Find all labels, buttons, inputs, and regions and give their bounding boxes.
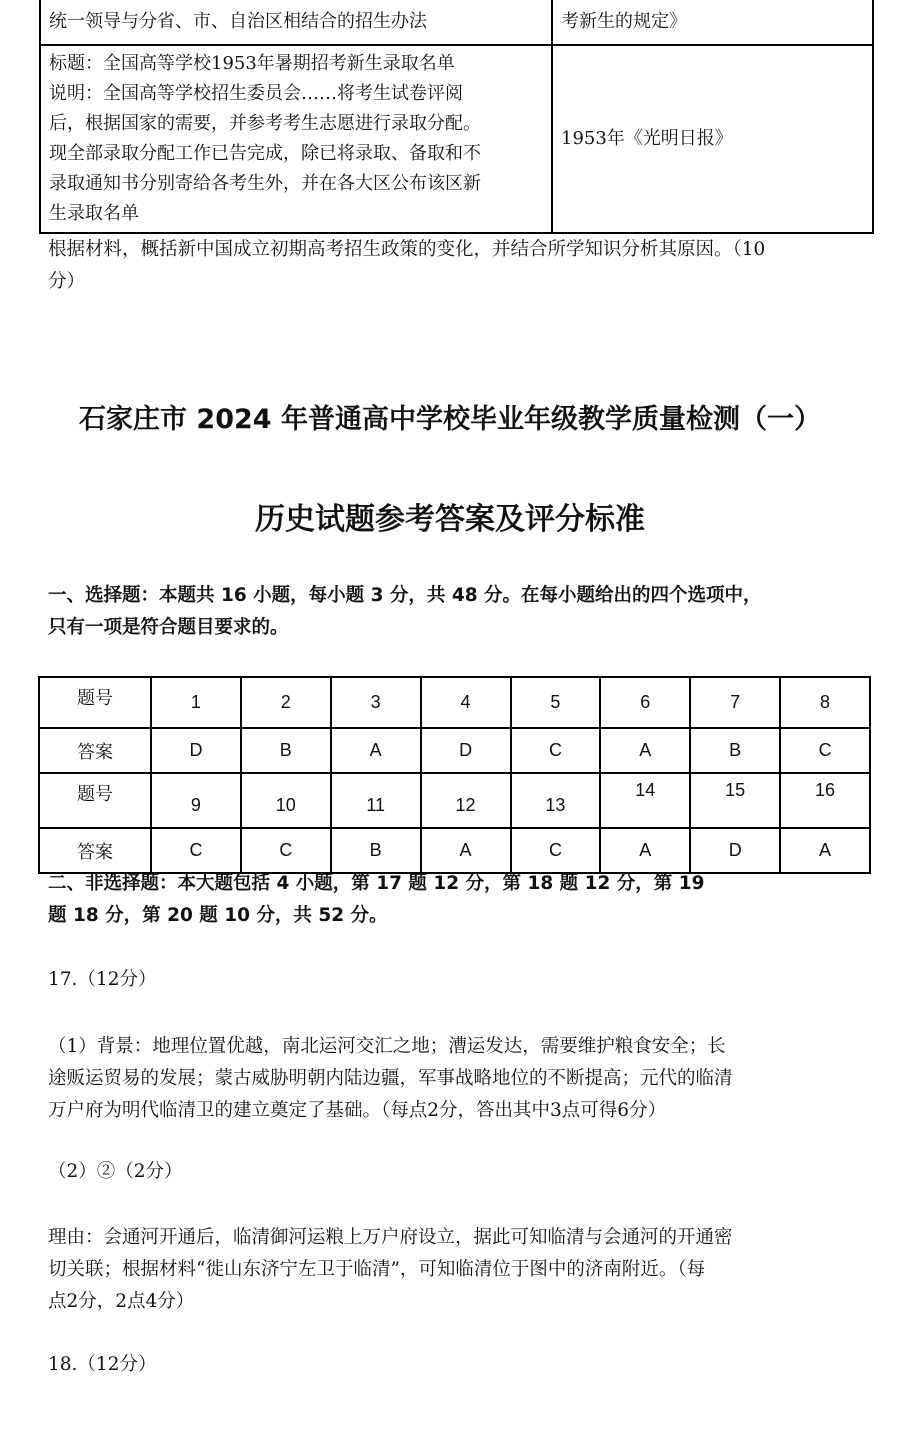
admission-line: 录取通知书分别寄给各考生外，并在各大区公布该区新 — [49, 173, 481, 194]
section-1-heading — [48, 580, 878, 644]
page-title: 石家庄市 2024 年普通高中学校毕业年级教学质量检测（一） — [79, 404, 821, 435]
question-number: 16 — [780, 773, 870, 828]
page-subtitle: 历史试题参考答案及评分标准 — [255, 502, 645, 537]
question-17-part-1 — [48, 1031, 878, 1127]
question-number: 4 — [421, 677, 511, 728]
answer-cell: A — [600, 828, 690, 873]
admission-line: 后，根据国家的需要，并参考考生志愿进行录取分配。 — [49, 113, 481, 134]
question-number: 1 — [151, 677, 241, 728]
answer-cell: B — [690, 728, 780, 773]
row-header-answer: 答案 — [39, 828, 151, 873]
admission-line: 现全部录取分配工作已告完成，除已将录取、备取和不 — [49, 143, 481, 164]
source-text: 考新生的规定》 — [561, 11, 687, 32]
policy-text: 统一领导与分省、市、自治区相结合的招生办法 — [49, 11, 427, 32]
row-header-answer: 答案 — [39, 728, 151, 773]
section-line: 一、选择题：本题共 16 小题，每小题 3 分，共 48 分。在每小题给出的四个选项中， — [48, 585, 762, 606]
material-cell-policy — [40, 0, 552, 45]
answer-key-table — [38, 676, 871, 874]
question-number: 12 — [421, 773, 511, 828]
row-header-number: 题号 — [39, 773, 151, 828]
question-number: 5 — [511, 677, 601, 728]
answer-cell: C — [241, 828, 331, 873]
row-header-number: 题号 — [39, 677, 151, 728]
question-number: 7 — [690, 677, 780, 728]
question-line: 根据材料，概括新中国成立初期高考招生政策的变化，并结合所学知识分析其原因。（10 — [48, 239, 766, 260]
answer-cell: C — [780, 728, 870, 773]
admission-line: 说明：全国高等学校招生委员会……将考生试卷评阅 — [49, 83, 463, 104]
table-row — [39, 773, 870, 828]
answer-cell: C — [151, 828, 241, 873]
admission-line: 标题：全国高等学校1953年暑期招考新生录取名单 — [49, 53, 455, 74]
answer-cell: A — [331, 728, 421, 773]
question-number: 6 — [600, 677, 690, 728]
section-line: 二、非选择题：本大题包括 4 小题，第 17 题 12 分，第 18 题 12 分，第 19 — [48, 873, 705, 894]
answer-line: 点2分，2点4分） — [48, 1291, 195, 1312]
question-number: 3 — [331, 677, 421, 728]
question-17-part-2: （2）②（2分） — [48, 1161, 183, 1182]
answer-line: 理由：会通河开通后，临清御河运粮上万户府设立，据此可知临清与会通河的开通密 — [48, 1227, 733, 1248]
answer-cell: C — [511, 828, 601, 873]
table-row — [39, 677, 870, 728]
answer-cell: A — [421, 828, 511, 873]
table-row — [39, 828, 870, 873]
question-number: 8 — [780, 677, 870, 728]
question-17-heading: 17.（12分） — [48, 969, 157, 990]
source-text: 1953年《光明日报》 — [561, 128, 733, 149]
question-line: 分） — [48, 271, 86, 292]
question-number: 10 — [241, 773, 331, 828]
admission-line: 生录取名单 — [49, 203, 139, 224]
answer-cell: B — [241, 728, 331, 773]
section-2-heading — [48, 868, 878, 932]
source-cell-regulation — [552, 0, 873, 45]
answer-cell: C — [511, 728, 601, 773]
section-line: 题 18 分，第 20 题 10 分，共 52 分。 — [48, 905, 388, 926]
question-18-heading: 18.（12分） — [48, 1354, 157, 1375]
question-number: 14 — [600, 773, 690, 828]
question-number: 15 — [690, 773, 780, 828]
answer-line: （1）背景：地理位置优越，南北运河交汇之地；漕运发达，需要维护粮食安全；长 — [48, 1036, 726, 1057]
answer-cell: D — [690, 828, 780, 873]
question-17-reason — [48, 1222, 878, 1318]
section-line: 只有一项是符合题目要求的。 — [48, 617, 289, 638]
answer-cell: D — [421, 728, 511, 773]
policy-material-table — [39, 0, 874, 234]
answer-line: 万户府为明代临清卫的建立奠定了基础。（每点2分，答出其中3点可得6分） — [48, 1100, 667, 1121]
question-prompt — [48, 234, 878, 298]
question-number: 11 — [331, 773, 421, 828]
question-number: 13 — [511, 773, 601, 828]
answer-cell: D — [151, 728, 241, 773]
answer-cell: B — [331, 828, 421, 873]
answer-line: 途贩运贸易的发展；蒙古威胁明朝内陆边疆，军事战略地位的不断提高；元代的临清 — [48, 1068, 733, 1089]
answer-line: 切关联；根据材料“徙山东济宁左卫于临清”，可知临清位于图中的济南附近。（每 — [48, 1259, 706, 1280]
table-row — [39, 728, 870, 773]
material-cell-admission-list — [40, 45, 552, 233]
question-number: 2 — [241, 677, 331, 728]
source-cell-newspaper — [552, 45, 873, 233]
answer-cell: A — [600, 728, 690, 773]
answer-cell: A — [780, 828, 870, 873]
question-number: 9 — [151, 773, 241, 828]
